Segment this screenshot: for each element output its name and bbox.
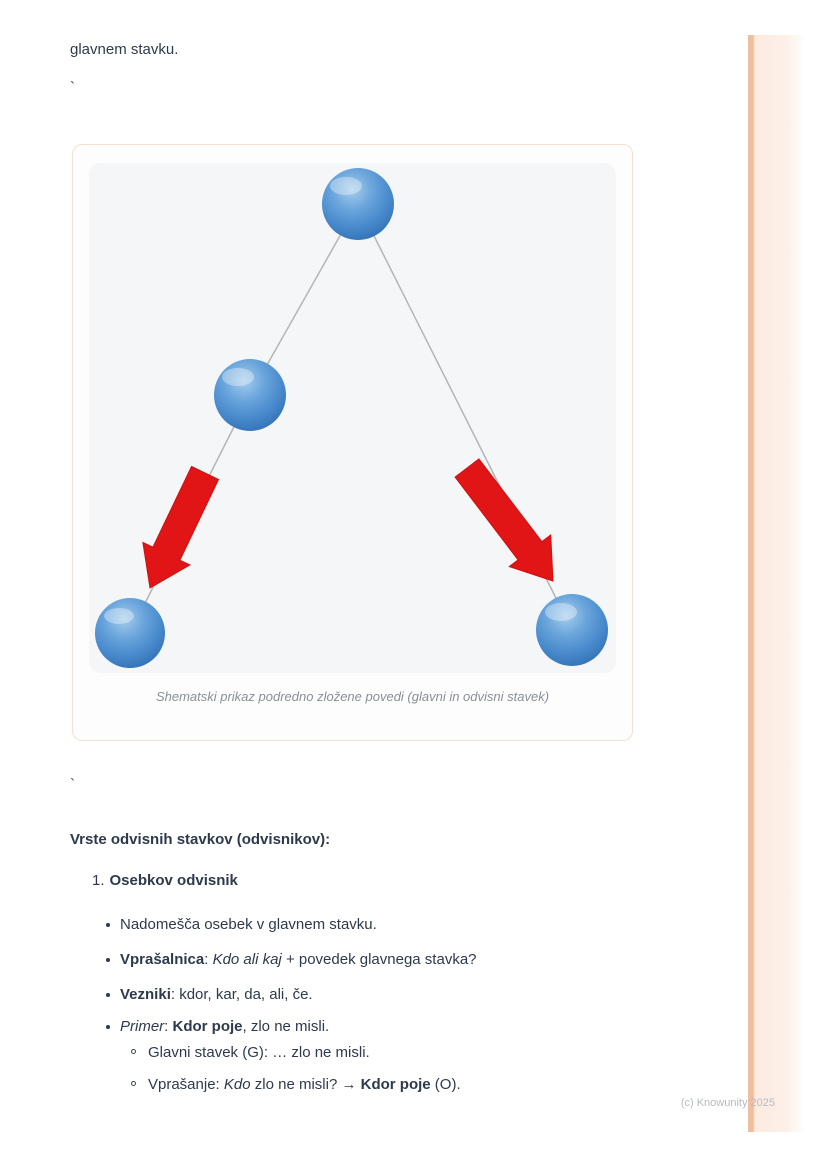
hollow-bullet-icon (131, 1081, 136, 1086)
bullet-text: , zlo ne misli. (242, 1018, 330, 1035)
connector-lines (130, 204, 572, 633)
clause-tree-svg (89, 163, 616, 673)
bullet-text: Primer (120, 1018, 165, 1035)
bullet-text: Nadomešča osebek v glavnem stavku. (120, 916, 377, 933)
subbullet-text: Glavni stavek (G): … zlo ne misli. (148, 1044, 370, 1061)
bullet-text: : kdor, kar, da, ali, če. (170, 986, 313, 1003)
bullet-dot-icon (106, 993, 110, 997)
item-number: 1. (92, 872, 105, 889)
node-bottom-left (95, 598, 165, 668)
hollow-bullet-icon (131, 1049, 136, 1054)
bullet-text: : (164, 1018, 173, 1035)
node-bottom-right (536, 594, 608, 666)
figure-card (72, 144, 633, 741)
subbullet-glavni-stavek (148, 1043, 370, 1063)
node-top (322, 168, 394, 240)
clause-tree-diagram (89, 163, 616, 673)
clause-nodes (95, 168, 608, 668)
bullet-text: Kdo ali kaj (212, 951, 282, 968)
node-middle (214, 359, 286, 431)
watermark: (c) Knowunity 2025 (680, 1097, 775, 1109)
bullet-vprasalnica (120, 950, 477, 970)
bullet-text: Kdor poje (172, 1018, 243, 1035)
bullet-text: + povedek glavnega stavka? (281, 951, 477, 968)
red-arrow-right (455, 459, 553, 581)
numbered-item-1 (92, 871, 238, 891)
item-title: Osebkov odvisnik (109, 872, 238, 889)
subbullet-text: Kdor poje (360, 1076, 431, 1093)
subbullet-text: (O). (430, 1076, 461, 1093)
bullet-dot-icon (106, 958, 110, 962)
bullet-vezniki (120, 985, 313, 1005)
intro-text: glavnem stavku. (70, 41, 179, 58)
section-heading: Vrste odvisnih stavkov (odvisnikov): (70, 831, 331, 848)
subbullet-text: Kdo (223, 1076, 251, 1093)
subbullet-text: Vprašanje: (148, 1076, 224, 1093)
red-arrow-left (143, 467, 219, 589)
bullet-text: Vezniki (120, 986, 171, 1003)
subbullet-text: zlo ne misli? → (250, 1076, 361, 1093)
bullet-dot-icon (106, 923, 110, 927)
stray-backtick-top: ` (70, 79, 75, 96)
bullet-primer (120, 1017, 329, 1037)
figure-caption: Shematski prikaz podredno zložene povedi (glavni in odvisni stavek) (155, 689, 550, 704)
bullet-dot-icon (106, 1025, 110, 1029)
page-edge-strip (748, 35, 804, 1132)
bullet-text: : (204, 951, 213, 968)
bullet-nadomesca (120, 915, 377, 935)
bullet-text: Vprašalnica (120, 951, 205, 968)
subbullet-vprasanje (148, 1075, 461, 1095)
stray-backtick-middle: ` (70, 776, 75, 793)
